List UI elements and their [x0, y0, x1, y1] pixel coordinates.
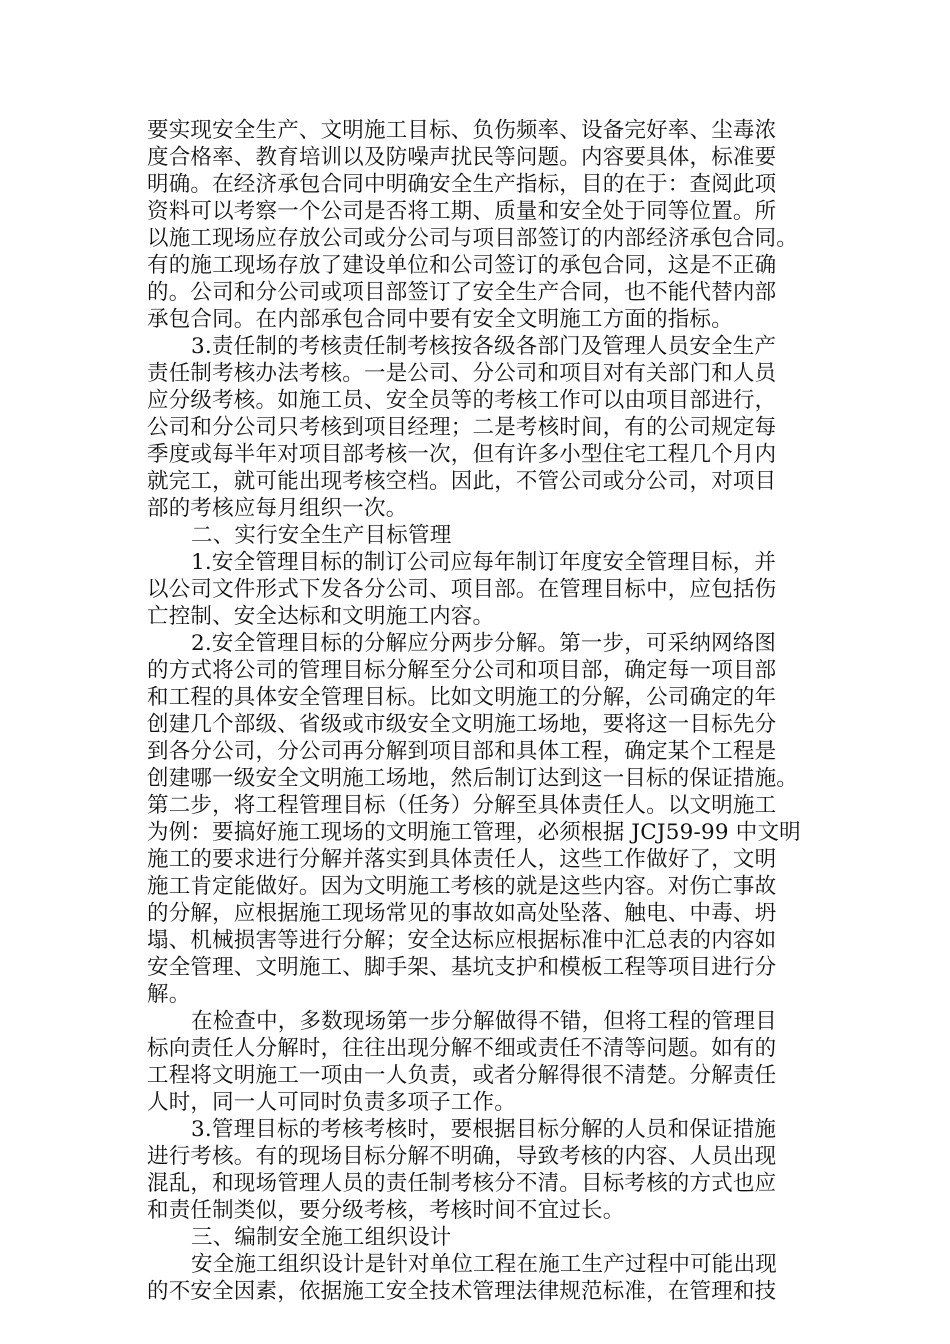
text-line: 责任制考核办法考核。一是公司、分公司和项目对有关部门和人员 [147, 361, 777, 386]
text-line: 应分级考核。如施工员、安全员等的考核工作可以由项目部进行， [147, 388, 777, 413]
text-line: 第二步，将工程管理目标（任务）分解至具体责任人。以文明施工 [147, 793, 777, 818]
text-line: 混乱，和现场管理人员的责任制考核分不清。目标考核的方式也应 [147, 1171, 777, 1196]
text-line: 创建哪一级安全文明施工场地，然后制订达到这一目标的保证措施。 [147, 766, 799, 791]
text-line: 的方式将公司的管理目标分解至分公司和项目部，确定每一项目部 [147, 658, 777, 683]
text-line: 部的考核应每月组织一次。 [147, 496, 408, 521]
text-line: 标向责任人分解时，往往出现分解不细或责任不清等问题。如有的 [147, 1036, 777, 1061]
text-line: 亡控制、安全达标和文明施工内容。 [147, 604, 495, 629]
text-line: 解。 [147, 982, 191, 1007]
text-line: 的分解，应根据施工现场常见的事故如高处坠落、触电、中毒、坍 [147, 901, 777, 926]
text-line: 创建几个部级、省级或市级安全文明施工场地，要将这一目标先分 [147, 712, 777, 737]
text-line: 安全管理、文明施工、脚手架、基坑支护和模板工程等项目进行分 [147, 955, 777, 980]
text-line: 塌、机械损害等进行分解；安全达标应根据标准中汇总表的内容如 [147, 928, 777, 953]
text-line: 承包合同。在内部承包合同中要有安全文明施工方面的指标。 [147, 307, 733, 332]
text-line: 2.安全管理目标的分解应分两步分解。第一步，可采纳网络图 [191, 631, 777, 656]
text-line: 到各分公司，分公司再分解到项目部和具体工程，确定某个工程是 [147, 739, 777, 764]
text-line: 度合格率、教育培训以及防噪声扰民等问题。内容要具体，标准要 [147, 145, 777, 170]
text-line: 以公司文件形式下发各分公司、项目部。在管理目标中，应包括伤 [147, 577, 777, 602]
text-line: 三、编制安全施工组织设计 [191, 1225, 452, 1250]
text-line: 在检查中，多数现场第一步分解做得不错，但将工程的管理目 [191, 1009, 777, 1034]
text-line: 施工肯定能做好。因为文明施工考核的就是这些内容。对伤亡事故 [147, 874, 777, 899]
text-line: 以施工现场应存放公司或分公司与项目部签订的内部经济承包合同。 [147, 226, 799, 251]
text-line: 明确。在经济承包合同中明确安全生产指标，目的在于：查阅此项 [147, 172, 777, 197]
text-line: 有的施工现场存放了建设单位和公司签订的承包合同，这是不正确 [147, 253, 777, 278]
text-line: 施工的要求进行分解并落实到具体责任人，这些工作做好了，文明 [147, 847, 777, 872]
text-line: 安全施工组织设计是针对单位工程在施工生产过程中可能出现 [191, 1252, 777, 1277]
text-line: 要实现安全生产、文明施工目标、负伤频率、设备完好率、尘毒浓 [147, 118, 777, 143]
text-line: 人时，同一人可同时负责多项子工作。 [147, 1090, 516, 1115]
text-line: 进行考核。有的现场目标分解不明确，导致考核的内容、人员出现 [147, 1144, 777, 1169]
text-line: 的。公司和分公司或项目部签订了安全生产合同，也不能代替内部 [147, 280, 777, 305]
text-line: 为例：要搞好施工现场的文明施工管理，必须根据 JCJ59-99 中文明 [147, 820, 801, 845]
text-line: 的不安全因素，依据施工安全技术管理法律规范标准，在管理和技 [147, 1279, 777, 1304]
text-line: 季度或每半年对项目部考核一次，但有许多小型住宅工程几个月内 [147, 442, 777, 467]
text-line: 资料可以考察一个公司是否将工期、质量和安全处于同等位置。所 [147, 199, 777, 224]
text-line: 3.责任制的考核责任制考核按各级各部门及管理人员安全生产 [191, 334, 777, 359]
document-body [147, 117, 807, 1305]
text-line: 和工程的具体安全管理目标。比如文明施工的分解，公司确定的年 [147, 685, 777, 710]
text-line: 二、实行安全生产目标管理 [191, 523, 452, 548]
text-line: 工程将文明施工一项由一人负责，或者分解得很不清楚。分解责任 [147, 1063, 777, 1088]
text-line: 3.管理目标的考核考核时，要根据目标分解的人员和保证措施 [191, 1117, 777, 1142]
text-line: 和责任制类似，要分级考核，考核时间不宜过长。 [147, 1198, 625, 1223]
text-line: 就完工，就可能出现考核空档。因此，不管公司或分公司，对项目 [147, 469, 777, 494]
text-line: 公司和分公司只考核到项目经理；二是考核时间，有的公司规定每 [147, 415, 777, 440]
text-line: 1.安全管理目标的制订公司应每年制订年度安全管理目标，并 [191, 550, 777, 575]
